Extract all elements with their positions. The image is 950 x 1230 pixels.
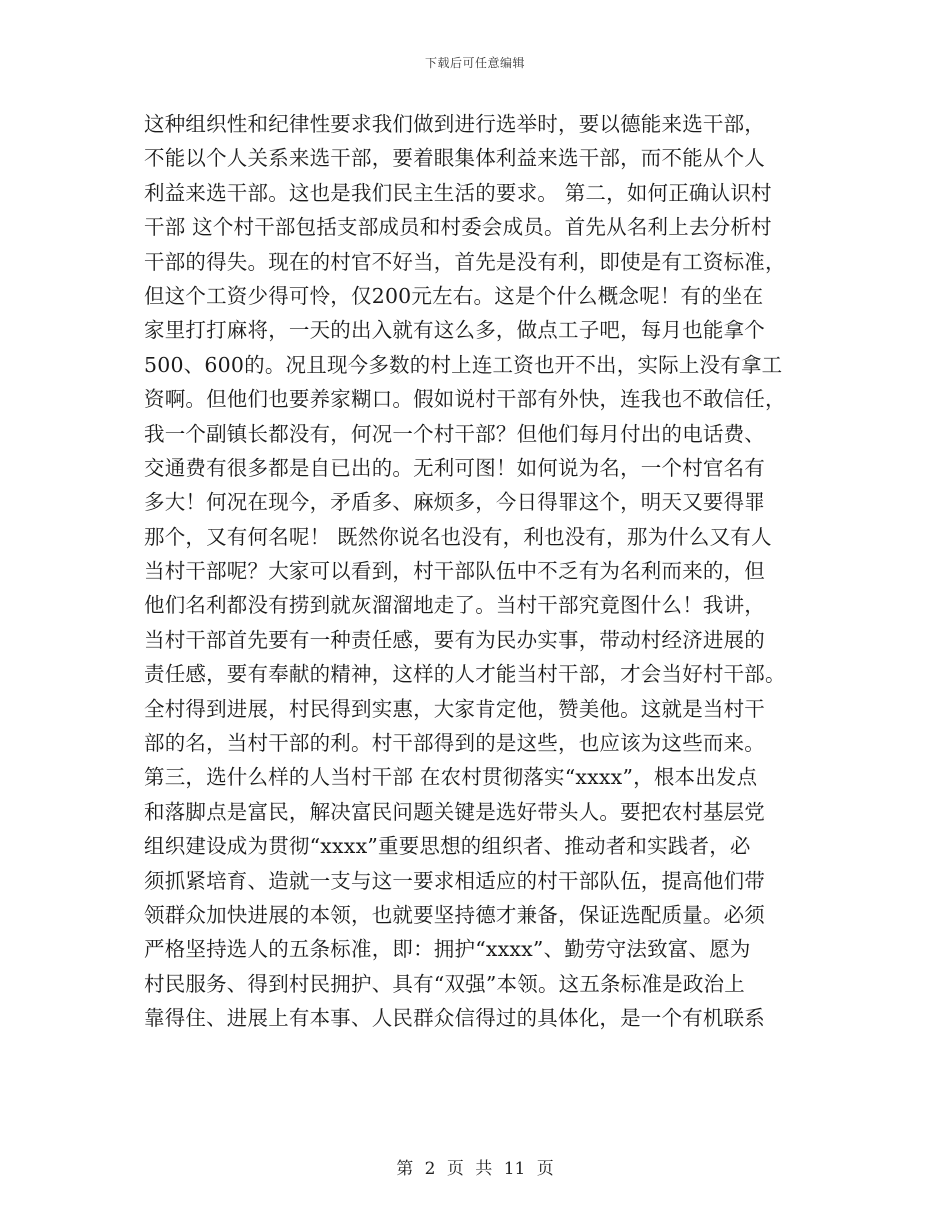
text-line: 但这个工资少得可怜，仅200元左右。这是个什么概念呢！有的坐在 [144, 283, 764, 308]
text-line: 严格坚持选人的五条标准，即：拥护“xxxx”、勤劳守法致富、愿为 [144, 937, 751, 962]
text-line: 资啊。但他们也要养家糊口。假如说村干部有外快，连我也不敢信任， [144, 387, 786, 412]
text-line: 当村干部首先要有一种责任感，要有为民办实事，带动村经济进展的 [144, 627, 765, 652]
text-line: 这种组织性和纪律性要求我们做到进行选举时，要以德能来选干部， [144, 112, 765, 136]
text-line: 靠得住、进展上有本事、人民群众信得过的具体化，是一个有机联系 [144, 1006, 765, 1031]
text-line: 500、600的。况且现今多数的村上连工资也开不出，实际上没有拿工 [144, 352, 783, 377]
text-line: 利益来选干部。这也是我们民主生活的要求。 第二，如何正确认识村 [144, 180, 772, 205]
document-body [144, 107, 804, 1036]
text-line: 他们名利都没有捞到就灰溜溜地走了。当村干部究竟图什么！我讲， [144, 593, 765, 618]
text-line: 我一个副镇长都没有，何况一个村干部？但他们每月付出的电话费、 [144, 421, 765, 446]
page-header: 下载后可任意编辑 [424, 56, 525, 70]
page-footer: 第 2 页 共 11 页 [396, 1159, 554, 1179]
text-line: 干部的得失。现在的村官不好当，首先是没有利，即使是有工资标准， [144, 249, 786, 274]
text-line: 村民服务、得到村民拥护、具有“双强”本领。这五条标准是政治上 [144, 971, 745, 996]
text-line: 不能以个人关系来选干部，要着眼集体利益来选干部，而不能从个人 [144, 146, 765, 171]
text-line: 组织建设成为贯彻“xxxx”重要思想的组织者、推动者和实践者，必 [144, 834, 751, 859]
text-line: 部的名，当村干部的利。村干部得到的是这些，也应该为这些而来。 [144, 731, 765, 756]
text-line: 全村得到进展，村民得到实惠，大家肯定他，赞美他。这就是当村干 [144, 696, 765, 721]
text-line: 须抓紧培育、造就一支与这一要求相适应的村干部队伍，提高他们带 [144, 868, 765, 893]
text-line: 责任感，要有奉献的精神，这样的人才能当村干部，才会当好村干部。 [144, 662, 786, 687]
text-line: 交通费有很多都是自已出的。无利可图！如何说为名，一个村官名有 [144, 455, 765, 480]
text-line: 那个，又有何名呢！ 既然你说名也没有，利也没有，那为什么又有人 [144, 524, 772, 549]
text-line: 干部 这个村干部包括支部成员和村委会成员。首先从名利上去分析村 [144, 215, 772, 240]
text-line: 第三，选什么样的人当村干部 在农村贯彻落实“xxxx”，根本出发点 [144, 765, 758, 790]
text-line: 和落脚点是富民，解决富民问题关键是选好带头人。要把农村基层党 [144, 799, 765, 824]
text-line: 当村干部呢？大家可以看到，村干部队伍中不乏有为名利而来的，但 [144, 559, 765, 584]
text-line: 家里打打麻将，一天的出入就有这么多，做点工子吧，每月也能拿个 [144, 318, 765, 343]
text-line: 领群众加快进展的本领，也就要坚持德才兼备，保证选配质量。必须 [144, 902, 765, 927]
text-line: 多大！何况在现今，矛盾多、麻烦多，今日得罪这个，明天又要得罪 [144, 490, 765, 515]
